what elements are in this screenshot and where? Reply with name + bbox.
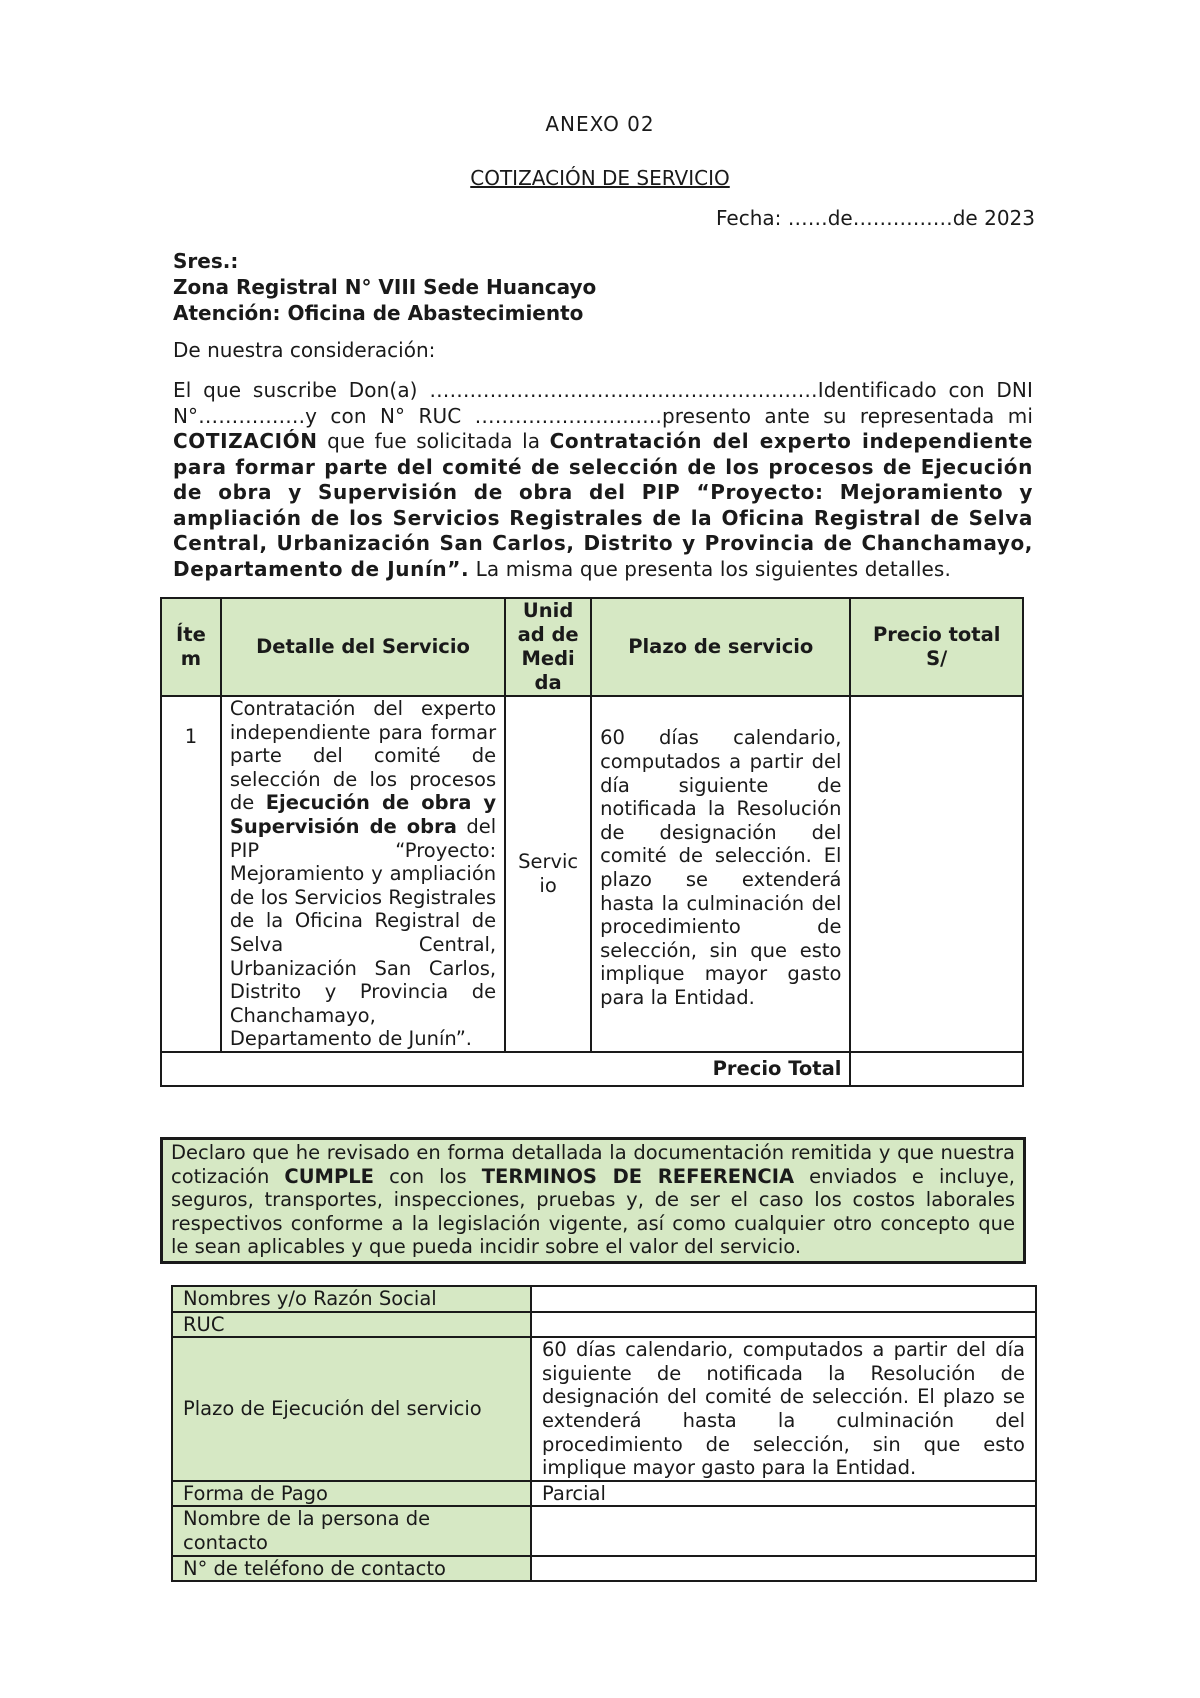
- table-row: [172, 1481, 1036, 1507]
- addressee-block: [173, 248, 596, 326]
- table-row: [172, 1337, 1036, 1481]
- body-bold-cotizacion: COTIZACIÓN: [173, 429, 318, 453]
- table-row: [172, 1506, 1036, 1555]
- total-label: Precio Total: [161, 1052, 850, 1086]
- header-item: Íte m: [161, 598, 221, 696]
- detail-text-a: Contratación del experto independiente para formar parte del comité de selección de los procesos de: [229, 697, 497, 815]
- declaration-bold-terminos: TERMINOS DE REFERENCIA: [481, 1164, 795, 1188]
- table-row: [172, 1556, 1036, 1582]
- body-bold-service: Contratación del experto independiente para formar parte del comité de selección de los procesos de Ejecución de obra y Supervisión de obra del PIP “Proyecto: Mejoramiento y ampliación de los Servicios Registrales de la Oficina Registral de Selva Central, Urbanización San Carlos, Distrito y Provincia de Chanchamayo, Departamento de Junín”.: [173, 429, 1034, 581]
- detail-bold: Ejecución de obra y Supervisión de obra: [229, 791, 497, 838]
- declaration-box: [160, 1137, 1026, 1264]
- header-unit: Unid ad de Medi da: [505, 598, 591, 696]
- supplier-info-table: [171, 1285, 1037, 1582]
- value-payment-method: Parcial: [531, 1481, 1036, 1507]
- greeting: De nuestra consideración:: [173, 338, 436, 362]
- label-contact-name: Nombre de la persona de contacto: [172, 1506, 531, 1555]
- value-contact-name[interactable]: [531, 1506, 1036, 1555]
- declaration-text-3: enviados e incluye, seguros, transportes, inspecciones, pruebas y, de ser el caso los costos laborales respectivos conforme a la legislación vigente, así como cualquier otro concepto que le sean aplicables y que pueda incidir sobre el valor del servicio.: [171, 1164, 1015, 1259]
- annex-title: ANEXO 02: [545, 112, 655, 136]
- declaration-bold-cumple: CUMPLE: [284, 1164, 374, 1188]
- header-term: Plazo de servicio: [591, 598, 850, 696]
- cell-item: 1: [161, 696, 221, 1052]
- quote-table: [160, 597, 1024, 1087]
- total-value[interactable]: [850, 1052, 1023, 1086]
- total-row: [161, 1052, 1023, 1086]
- header-detail: Detalle del Servicio: [221, 598, 505, 696]
- body-text-2: que fue solicitada la: [317, 429, 550, 453]
- table-row: [172, 1312, 1036, 1338]
- body-paragraph: [173, 378, 1033, 582]
- cell-unit: Servic io: [505, 696, 591, 1052]
- value-business-name[interactable]: [531, 1286, 1036, 1312]
- declaration-text-2: con los: [374, 1164, 482, 1188]
- detail-text-c: del PIP “Proyecto: Mejoramiento y ampliación de los Servicios Registrales de la Oficina Registral de Selva Central, Urbanización San Carlos, Distrito y Provincia de Chanchamayo, Departamento de Junín”.: [229, 814, 497, 1051]
- value-ruc[interactable]: [531, 1312, 1036, 1338]
- cell-detail: [221, 696, 505, 1052]
- quote-table-header-row: [161, 598, 1023, 696]
- label-contact-phone: N° de teléfono de contacto: [172, 1556, 531, 1582]
- label-ruc: RUC: [172, 1312, 531, 1338]
- table-row: [161, 696, 1023, 1052]
- cell-price[interactable]: [850, 696, 1023, 1052]
- body-text-3: La misma que presenta los siguientes detalles.: [469, 556, 951, 581]
- addressee-attention: Atención: Oficina de Abastecimiento: [173, 301, 584, 325]
- label-execution-term: Plazo de Ejecución del servicio: [172, 1337, 531, 1481]
- addressee-salutation: Sres.:: [173, 249, 239, 273]
- document-title: COTIZACIÓN DE SERVICIO: [470, 166, 730, 190]
- label-business-name: Nombres y/o Razón Social: [172, 1286, 531, 1312]
- table-row: [172, 1286, 1036, 1312]
- cell-term: 60 días calendario, computados a partir del día siguiente de notificada la Resolución de designación del comité de selección. El plazo se extenderá hasta la culminación del procedimiento de selección, sin que esto implique mayor gasto para la Entidad.: [591, 696, 850, 1052]
- value-contact-phone[interactable]: [531, 1556, 1036, 1582]
- label-payment-method: Forma de Pago: [172, 1481, 531, 1507]
- value-execution-term: 60 días calendario, computados a partir del día siguiente de notificada la Resolución de designación del comité de selección. El plazo se extenderá hasta la culminación del procedimiento de selección, sin que esto implique mayor gasto para la Entidad.: [531, 1337, 1036, 1481]
- header-price: Precio total S/: [850, 598, 1023, 696]
- declaration-text-1: Declaro que he revisado en forma detallada la documentación remitida y que nuestra cotización: [171, 1141, 1015, 1188]
- date-line: Fecha: ……de……………de 2023: [716, 206, 1035, 230]
- addressee-organization: Zona Registral N° VIII Sede Huancayo: [173, 275, 597, 299]
- body-text-1: El que suscribe Don(a) ……………………………………………….…Identificado con DNI N°…………….y con N° RUC ……………………….presento ante su representada mi: [173, 378, 1033, 428]
